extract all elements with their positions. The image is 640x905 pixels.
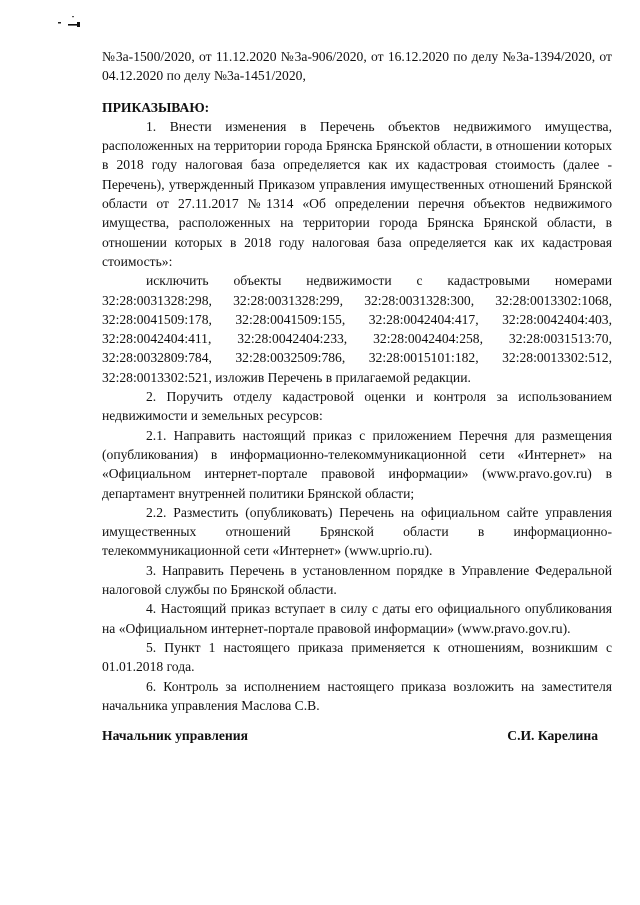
document-body <box>102 47 612 715</box>
paragraph-2-2: 2.2. Разместить (опубликовать) Перечень на официальном сайте управления имущественных отношений Брянской области в информационно-телекоммуникационной сети «Интернет» (www.uprio.ru). <box>102 504 612 559</box>
signature-name: С.И. Карелина <box>507 728 598 743</box>
paragraph-5: 5. Пункт 1 настоящего приказа применяется к отношениям, возникшим с 01.01.2018 года. <box>102 639 612 675</box>
scan-artifact-marks <box>30 10 90 30</box>
paragraph-3: 3. Направить Перечень в установленном порядке в Управление Федеральной налоговой службы по Брянской области. <box>102 562 612 598</box>
paragraph-6: 6. Контроль за исполнением настоящего приказа возложить на заместителя начальника управления Маслова С.В. <box>102 678 612 713</box>
paragraph-1: 1. Внести изменения в Перечень объектов недвижимого имущества, расположенных на территории города Брянска Брянской области, в отношении которых в 2018 году налоговая база определяется как их кадастровая стоимость (далее - Перечень), утвержденный Приказом управления имущественных отношений Брянской области от 27.11.2017 №1314 «Об определении перечня объектов недвижимого имущества, расположенных на территории города Брянска Брянской области, в отношении которых в 2018 году налоговая база определяется как их кадастровая стоимость»: <box>102 118 612 269</box>
paragraph-2: 2. Поручить отделу кадастровой оценки и контроля за использованием недвижимости и земельных ресурсов: <box>102 389 612 424</box>
paragraph-2-1: 2.1. Направить настоящий приказ с приложением Перечня для размещения (опубликования) в информационно-телекоммуникационной сети «Интернет» на «Официальном интернет-портале правовой информации» (www.pravo.gov.ru) в департамент внутренней политики Брянской области; <box>102 427 612 501</box>
order-heading: ПРИКАЗЫВАЮ: <box>102 99 210 115</box>
paragraph-4: 4. Настоящий приказ вступает в силу с даты его официального опубликования на «Официальном интернет-портале правовой информации» (www.pravo.gov.ru). <box>102 601 612 636</box>
signature-position: Начальник управления <box>102 728 248 743</box>
paragraph-1-cadastral-list: исключить объекты недвижимости с кадастровыми номерами 32:28:0031328:298, 32:28:0031328:299, 32:28:0031328:300, 32:28:0013302:1068, 32:28:0041509:178, 32:28:0041509:155, 32:28:0042404:417, 32:28:0042404:403, 32:28:0042404:411, 32:28:0042404:233, 32:28:0042404:258, 32:28:0031513:70, 32:28:0032809:784, 32:28:0032509:786, 32:28:0015101:182, 32:28:0013302:512, 32:28:0013302:521, изложив Перечень в прилагаемой редакции. <box>102 273 612 385</box>
intro-line: №3а-1500/2020, от 11.12.2020 №3а-906/2020, от 16.12.2020 по делу №3а-1394/2020, от 04.12.2020 по делу №3а-1451/2020, <box>102 49 612 84</box>
